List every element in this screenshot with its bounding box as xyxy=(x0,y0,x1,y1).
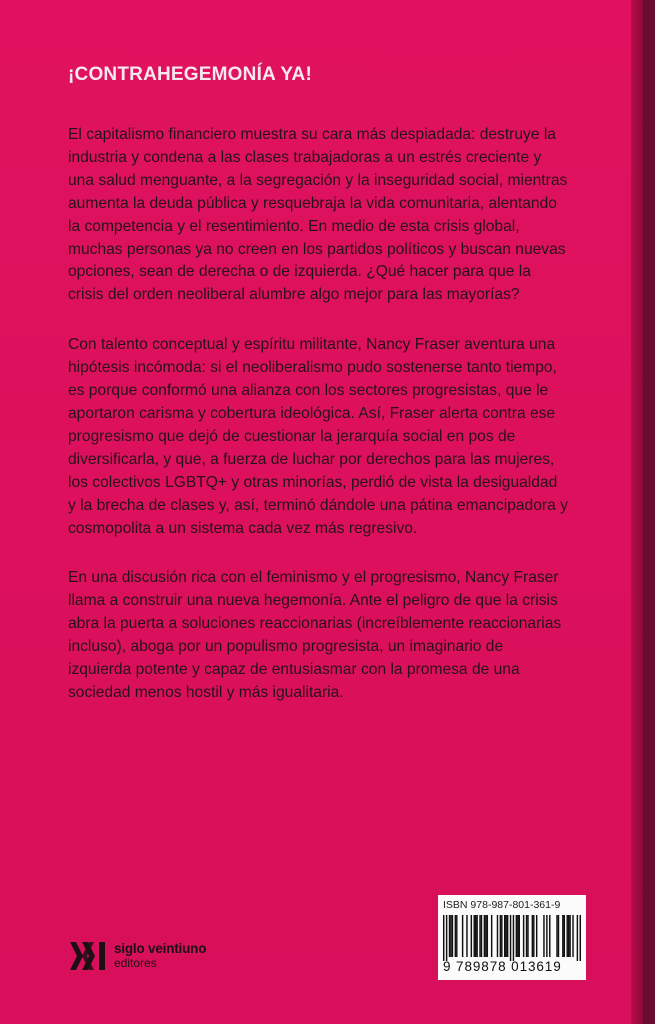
barcode-bar xyxy=(443,915,444,961)
barcode-bar xyxy=(446,915,447,961)
barcode-bar xyxy=(500,915,501,957)
barcode-bar xyxy=(481,915,482,957)
barcode-bar xyxy=(487,915,488,957)
barcode-bar xyxy=(466,915,467,957)
blurb-paragraph-3: En una discusión rica con el feminismo y el progresismo, Nancy Fraser llama a construir una nueva hegemonía. Ante el peligro de que la crisis abra la puerta a soluciones reaccionarias (increíblemente reaccionarias incluso), aboga por un populismo progresista, un imaginario de izquierda potente y capaz de entusiasmar con la promesa de una sociedad menos hostil y más igualitaria. xyxy=(68,569,562,701)
publisher-name-line1: siglo veintiuno xyxy=(114,941,207,956)
barcode-bar xyxy=(452,915,453,957)
barcode-bar xyxy=(507,915,508,957)
barcode-bar xyxy=(475,915,476,957)
barcode-digits: 9 789878 013619 xyxy=(443,959,562,974)
barcode-bar xyxy=(471,915,472,957)
blurb-text xyxy=(68,124,568,732)
barcode-bar xyxy=(455,915,456,957)
barcode-bar xyxy=(580,915,581,961)
barcode-bar xyxy=(497,915,498,957)
barcode-bars xyxy=(443,915,581,961)
barcode-bar xyxy=(572,915,573,957)
barcode-bar xyxy=(456,915,457,957)
barcode-bar xyxy=(536,915,537,957)
barcode-bar xyxy=(527,915,528,957)
barcode-bar xyxy=(568,915,569,957)
barcode-bar xyxy=(504,915,505,957)
barcode-label xyxy=(438,895,586,980)
barcode-bar xyxy=(484,915,485,957)
barcode-bar xyxy=(519,915,520,957)
publisher-name xyxy=(114,941,206,971)
barcode-bar xyxy=(485,915,486,957)
cover-title: ¡CONTRAHEGEMONÍA YA! xyxy=(68,64,312,85)
barcode-bar xyxy=(532,915,533,957)
barcode-bar xyxy=(510,915,511,961)
barcode-bar xyxy=(517,915,518,957)
barcode-bar xyxy=(564,915,565,957)
blurb-paragraph-1: El capitalismo financiero muestra su cara más despiadada: destruye la industria y condena a las clases trabajadoras a un estrés creciente y una salud menguante, a la segregación y la inseguridad social, mientras aumenta la deuda pública y resquebraja la vida comunitaria, alentando la competencia y el resentimiento. En medio de esta crisis global, muchas personas ya no creen en los partidos políticos y buscan nuevas opciones, sean de derecha o de izquierda. ¿Qué hacer para que la crisis del orden neoliberal alumbre algo mejor para las mayorías? xyxy=(68,126,568,304)
cover-edge xyxy=(631,0,643,1024)
barcode-bar xyxy=(566,915,567,957)
barcode-bar xyxy=(556,915,557,957)
barcode-bar xyxy=(516,915,517,957)
barcode-bar xyxy=(513,915,514,961)
barcode-bar xyxy=(479,915,480,957)
barcode-bar xyxy=(501,915,502,957)
publisher-logo-icon xyxy=(68,938,108,974)
barcode-bar xyxy=(449,915,450,957)
barcode-bar xyxy=(491,915,492,957)
publisher-name-line2: editores xyxy=(114,956,157,970)
barcode-bar xyxy=(543,915,544,957)
barcode-bar xyxy=(462,915,463,957)
barcode-bar xyxy=(549,915,550,957)
isbn-number: ISBN 978-987-801-361-9 xyxy=(443,899,561,911)
barcode-bar xyxy=(569,915,570,957)
barcode-bar xyxy=(505,915,506,957)
barcode-bar xyxy=(450,915,451,957)
barcode-bar xyxy=(558,915,559,957)
blurb-paragraph-2: Con talento conceptual y espíritu militante, Nancy Fraser aventura una hipótesis incómoda: si el neoliberalismo pudo sostenerse tanto tiempo, es porque conformó una alianza con los sectores progresistas, que le aportaron carisma y cobertura ideológica. Así, Fraser alerta contra ese progresismo que dejó de cuestionar la jerarquía social en pos de diversificarla, y que, a fuerza de luchar por derechos para las mujeres, los colectivos LGBTQ+ y otras minorías, perdió de vista la desigualdad y la brecha de clases y, así, terminó dándole una pátina emancipadora y cosmopolita a un sistema cada vez más regresivo. xyxy=(68,336,568,537)
barcode-bar xyxy=(476,915,477,957)
barcode-bar xyxy=(526,915,527,957)
publisher-imprint xyxy=(68,938,206,974)
barcode-bar xyxy=(562,915,563,957)
barcode-bar xyxy=(546,915,547,957)
barcode-bar xyxy=(577,915,578,961)
barcode-bar xyxy=(523,915,524,957)
barcode-bar xyxy=(533,915,534,957)
barcode-bar xyxy=(474,915,475,957)
